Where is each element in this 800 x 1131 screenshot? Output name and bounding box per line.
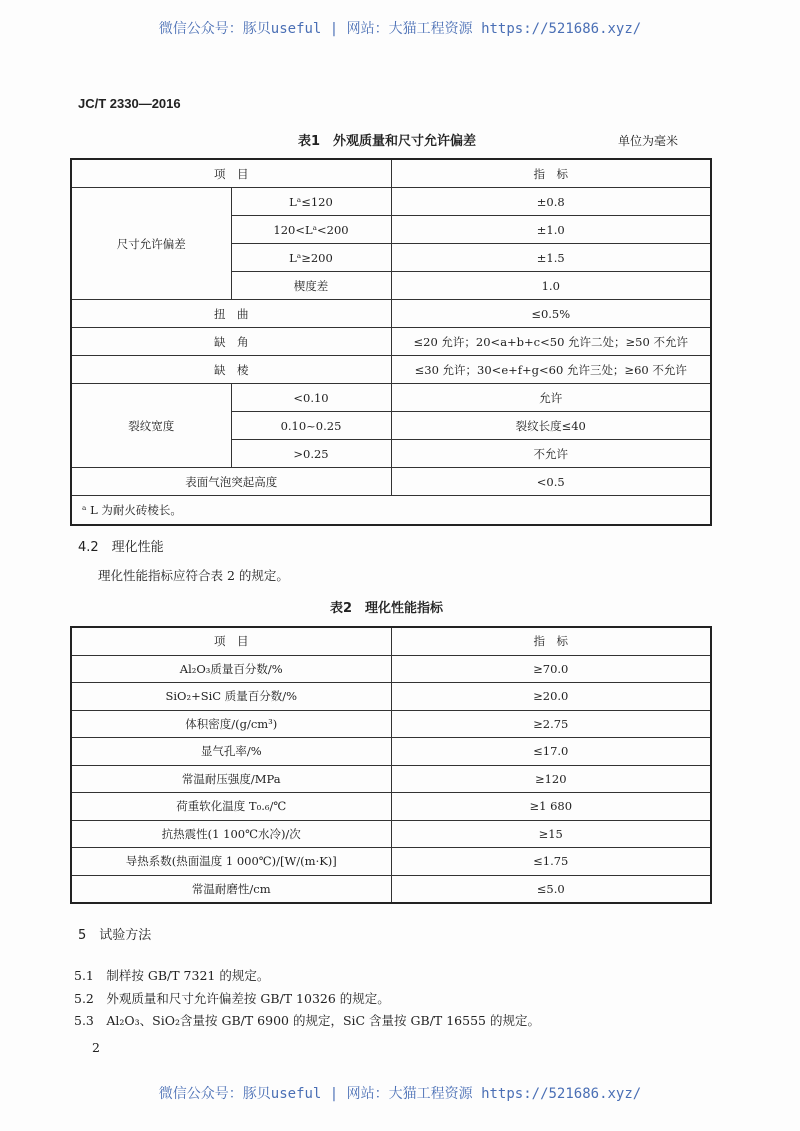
item-cell: <0.10 <box>231 384 391 412</box>
table1-unit: 单位为毫米 <box>618 134 679 148</box>
watermark-bottom: 微信公众号：豚贝useful | 网站：大猫工程资源 https://521686.xyz/ <box>158 1086 642 1102</box>
header-cell: 指 标 <box>391 159 711 188</box>
item-cell: 体积密度/(g/cm³) <box>71 710 391 738</box>
item-cell: >0.25 <box>231 440 391 468</box>
value-cell: ≥120 <box>391 765 711 793</box>
table-row <box>71 848 711 876</box>
value-cell: 1.0 <box>391 272 711 300</box>
item-cell: 显气孔率/% <box>71 738 391 766</box>
section-5-2: 5.2 外观质量和尺寸允许偏差按 GB/T 10326 的规定。 <box>74 991 390 1006</box>
value-cell: ≥20.0 <box>391 683 711 711</box>
value-cell: 允许 <box>391 384 711 412</box>
item-cell: 扭 曲 <box>71 300 391 328</box>
table1 <box>70 158 712 526</box>
value-cell: 不允许 <box>391 440 711 468</box>
page-number: 2 <box>92 1040 100 1055</box>
section-5-1: 5.1 制样按 GB/T 7321 的规定。 <box>74 968 270 983</box>
table-row <box>71 300 711 328</box>
value-cell: ≤1.75 <box>391 848 711 876</box>
table-header <box>71 627 711 655</box>
item-cell: 缺 棱 <box>71 356 391 384</box>
table2-caption: 表2 理化性能指标 <box>330 601 444 616</box>
standard-number: JC/T 2330—2016 <box>78 96 181 111</box>
watermark-top: 微信公众号：豚贝useful | 网站：大猫工程资源 https://521686.xyz/ <box>158 21 642 37</box>
value-cell: 裂纹长度≤40 <box>391 412 711 440</box>
table-footnote <box>71 496 711 526</box>
item-cell: 荷重软化温度 T₀.₆/℃ <box>71 793 391 821</box>
table-header <box>71 159 711 188</box>
value-cell: ±1.5 <box>391 244 711 272</box>
item-cell: 120<Lᵃ<200 <box>231 216 391 244</box>
value-cell: ≥1 680 <box>391 793 711 821</box>
table-row <box>71 820 711 848</box>
group-cell: 尺寸允许偏差 <box>71 188 231 300</box>
item-cell: 0.10~0.25 <box>231 412 391 440</box>
table-row <box>71 356 711 384</box>
table1-caption: 表1 外观质量和尺寸允许偏差 <box>298 134 477 149</box>
item-cell: 缺 角 <box>71 328 391 356</box>
group-cell: 裂纹宽度 <box>71 384 231 468</box>
table-row <box>71 188 711 216</box>
value-cell: ≥70.0 <box>391 655 711 683</box>
value-cell: <0.5 <box>391 468 711 496</box>
value-cell: ±0.8 <box>391 188 711 216</box>
item-cell: 导热系数(热面温度 1 000℃)/[W/(m·K)] <box>71 848 391 876</box>
table-row <box>71 738 711 766</box>
item-cell: Lᵃ≥200 <box>231 244 391 272</box>
section-5-3: 5.3 Al₂O₃、SiO₂含量按 GB/T 6900 的规定，SiC 含量按 GB/T 16555 的规定。 <box>74 1013 540 1028</box>
table-row <box>71 793 711 821</box>
value-cell: ≤0.5% <box>391 300 711 328</box>
section-4-2-heading: 4.2 理化性能 <box>78 540 164 555</box>
table-row <box>71 765 711 793</box>
table-row <box>71 655 711 683</box>
table-row <box>71 328 711 356</box>
table2 <box>70 626 712 904</box>
item-cell: SiO₂+SiC 质量百分数/% <box>71 683 391 711</box>
item-cell: 常温耐压强度/MPa <box>71 765 391 793</box>
header-cell: 项 目 <box>71 159 391 188</box>
item-cell: 抗热震性(1 100℃水冷)/次 <box>71 820 391 848</box>
item-cell: 表面气泡突起高度 <box>71 468 391 496</box>
item-cell: Lᵃ≤120 <box>231 188 391 216</box>
value-cell: ±1.0 <box>391 216 711 244</box>
section-4-2-text: 理化性能指标应符合表 2 的规定。 <box>98 568 289 583</box>
item-cell: 项 目 <box>71 627 391 655</box>
value-cell: ≤17.0 <box>391 738 711 766</box>
footnote-cell: ᵃ L 为耐火砖棱长。 <box>71 496 711 526</box>
table-row <box>71 683 711 711</box>
value-cell: ≤20 允许；20<a+b+c<50 允许二处；≥50 不允许 <box>391 328 711 356</box>
table-row <box>71 468 711 496</box>
value-cell: ≤30 允许；30<e+f+g<60 允许三处；≥60 不允许 <box>391 356 711 384</box>
table-row <box>71 384 711 412</box>
item-cell: 楔度差 <box>231 272 391 300</box>
value-cell: ≥15 <box>391 820 711 848</box>
table-row <box>71 710 711 738</box>
value-cell: 指 标 <box>391 627 711 655</box>
value-cell: ≤5.0 <box>391 875 711 903</box>
value-cell: ≥2.75 <box>391 710 711 738</box>
table-row <box>71 875 711 903</box>
item-cell: Al₂O₃质量百分数/% <box>71 655 391 683</box>
section-5-heading: 5 试验方法 <box>78 928 152 943</box>
item-cell: 常温耐磨性/cm <box>71 875 391 903</box>
